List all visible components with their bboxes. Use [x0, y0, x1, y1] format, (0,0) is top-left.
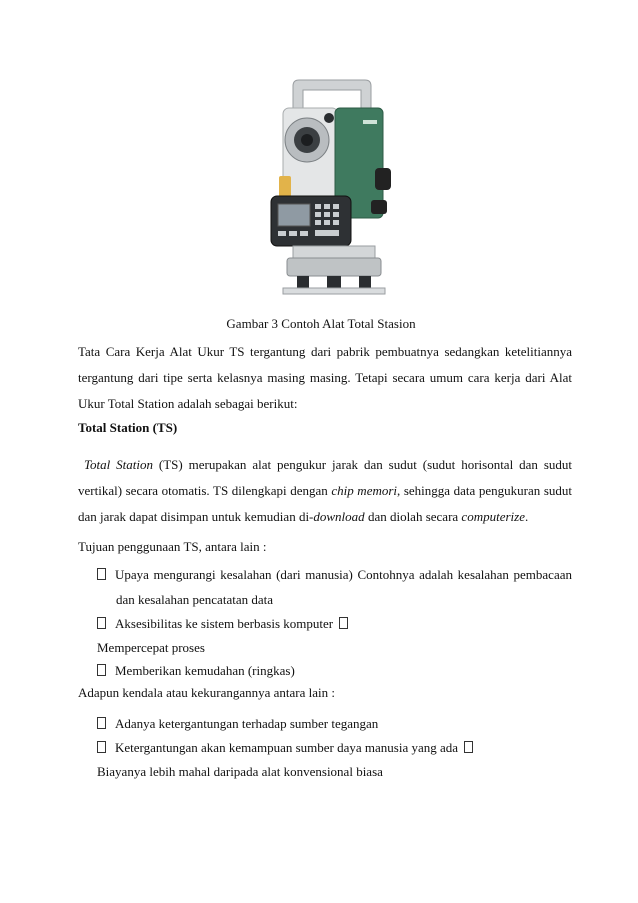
bullet-box-icon — [339, 617, 348, 629]
bullet-box-icon — [97, 741, 106, 753]
bullet-box-icon — [97, 717, 106, 729]
purpose-item-3 — [97, 659, 295, 683]
desc-part2: , sehingga data pengukuran sudut dan jarak dapat disimpan untuk kemudian di- — [78, 483, 572, 524]
constraint-item-2-cont: Biayanya lebih mahal daripada alat konvensional biasa — [97, 764, 383, 779]
bullet-box-icon — [464, 741, 473, 753]
chip-term: chip memori — [331, 483, 398, 498]
purpose-intro: Tujuan penggunaan TS, antara lain : — [78, 539, 267, 554]
bullet-box-icon — [97, 568, 106, 580]
purpose-item-2-text: Aksesibilitas ke sistem berbasis komputer — [115, 616, 334, 631]
purpose-item-2-cont: Mempercepat proses — [97, 640, 205, 655]
download-term: download — [313, 509, 365, 524]
ts-term: Total Station — [83, 457, 153, 472]
computerize-term: computerize — [461, 509, 525, 524]
constraint-item-2 — [97, 736, 473, 760]
desc-part3: dan diolah secara — [364, 509, 462, 524]
purpose-item-1-text: Upaya mengurangi kesalahan (dari manusia) Contohnya adalah kesalahan pembacaan — [115, 567, 572, 582]
section-heading: Total Station (TS) — [78, 420, 178, 435]
purpose-item-1 — [97, 563, 572, 587]
constraints-intro: Adapun kendala atau kekurangannya antara lain : — [78, 685, 335, 700]
purpose-item-3-text: Memberikan kemudahan (ringkas) — [115, 663, 295, 678]
ts-description-paragraph — [78, 452, 572, 530]
constraint-item-2-text: Ketergantungan akan kemampuan sumber daya manusia yang ada — [115, 740, 459, 755]
intro-paragraph: Tata Cara Kerja Alat Ukur TS tergantung dari pabrik pembuatnya sedangkan ketelitiannya tergantung dari tipe serta kelasnya masing masing. Tetapi secara umum cara kerja dari Alat Ukur Total Station adalah sebagai berikut: — [78, 344, 572, 411]
desc-part1: (TS) merupakan alat pengukur jarak dan sudut (sudut horisontal dan sudut vertikal) secara otomatis. TS dilengkapi dengan — [78, 457, 572, 498]
purpose-item-1-cont: dan kesalahan pencatatan data — [116, 592, 273, 607]
total-station-image — [263, 78, 403, 296]
purpose-item-2 — [97, 612, 348, 636]
figure-caption: Gambar 3 Contoh Alat Total Stasion — [226, 316, 416, 331]
constraint-item-1-text: Adanya ketergantungan terhadap sumber tegangan — [115, 716, 379, 731]
desc-end: . — [524, 509, 529, 524]
bullet-box-icon — [97, 617, 106, 629]
bullet-box-icon — [97, 664, 106, 676]
constraint-item-1 — [97, 712, 378, 736]
